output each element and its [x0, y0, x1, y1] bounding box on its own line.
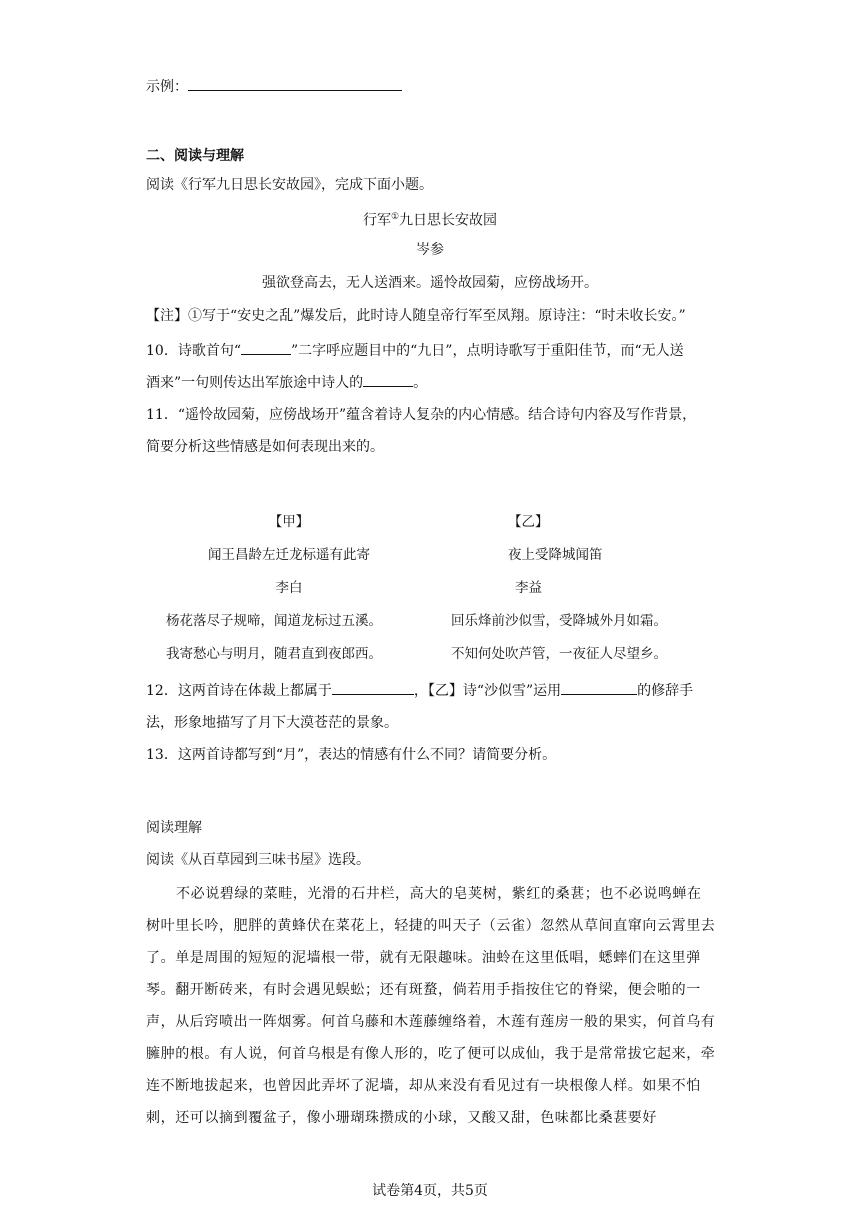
- question-12-cont: 法，形象地描写了月下大漠苍茫的景象。: [146, 715, 398, 731]
- page-footer: 试卷第4页，共5页: [372, 1183, 488, 1199]
- poem-author: 岑参: [416, 242, 444, 258]
- question-12: 12．这两首诗在体裁上都属于 ，【乙】诗“沙似雪”运用 的修辞手: [146, 680, 693, 701]
- passage-text: 不必说碧绿的菜畦，光滑的石井栏，高大的皂荚树，紫红的桑葚；也不必说鸣蝉在树叶里长吟，肥胖的黄蜂伏在菜花上，轻捷的叫天子（云雀）忽然从草间直窜向云霄里去了。单是周围的短短的泥墙根一带，就有无限趣味。油蛉在这里低唱，蟋蟀们在这里弹琴。翻开断砖来，有时会遇见蜈蚣；还有斑蝥，倘若用手指按住它的脊梁，便会啪的一声，从后窍喷出一阵烟雾。何首乌藤和木莲藤缠络着，木莲有莲房一般的果实，何首乌有臃肿的根。有人说，何首乌根是有像人形的，吃了便可以成仙，我于是常常拔它起来，牵连不断地拔起来，也曾因此弄坏了泥墙，却从来没有看见过有一块根像人样。如果不怕刺，还可以摘到覆盆子，像小珊瑚珠攒成的小球，又酸又甜，色味都比桑葚要好: [146, 886, 716, 1126]
- poem-jia-author: 李白: [275, 580, 303, 596]
- question-10: 10．诗歌首句“ ”二字呼应题目中的“九日”，点明诗歌写于重阳佳节，而“无人送: [146, 340, 684, 361]
- poem-lines: 强欲登高去，无人送酒来。遥怜故园菊，应傍战场开。: [262, 275, 598, 291]
- poem-jia-line2: 我寄愁心与明月，随君直到夜郎西。: [166, 646, 382, 662]
- poem-yi-author: 李益: [515, 580, 542, 596]
- poem-yi-line1: 回乐烽前沙似雪，受降城外月如霜。: [451, 613, 667, 629]
- poem-yi: [448, 512, 694, 677]
- section-title: 二、阅读与理解: [146, 148, 244, 164]
- question-13: 13．这两首诗都写到“月”，表达的情感有什么不同？请简要分析。: [146, 747, 557, 763]
- poem-jia-title: 闻王昌龄左迁龙标遥有此寄: [208, 547, 370, 563]
- question-10-cont: 酒来”一句则传达出军旅途中诗人的 。: [146, 372, 427, 393]
- poem-jia-line1: 杨花落尽子规啼，闻道龙标过五溪。: [166, 613, 382, 629]
- answer-blank: [561, 680, 637, 695]
- section-intro: 阅读《行军九日思长安故园》，完成下面小题。: [146, 177, 433, 193]
- answer-blank: [332, 680, 414, 695]
- poem-yi-title: 夜上受降城闻笛: [508, 547, 603, 563]
- poem-jia: [166, 512, 412, 677]
- poem-note: 【注】①写于“安史之乱”爆发后，此时诗人随皇帝行军至凤翔。原诗注：“时未收长安。”: [146, 308, 686, 324]
- example-blank: [188, 76, 402, 91]
- note-marker: ①: [390, 212, 400, 222]
- answer-blank: [363, 372, 413, 387]
- question-11-cont: 简要分析这些情感是如何表现出来的。: [146, 439, 384, 455]
- question-11: 11．“遥怜故园菊，应傍战场开”蕴含着诗人复杂的内心情感。结合诗句内容及写作背景，: [146, 407, 697, 423]
- answer-blank: [241, 340, 291, 355]
- section3-title: 阅读理解: [146, 820, 202, 836]
- poem-yi-marker: 【乙】: [508, 514, 549, 530]
- poem-title: 行军①九日思长安故园: [362, 212, 498, 229]
- poem-yi-line2: 不知何处吹芦管，一夜征人尽望乡。: [451, 646, 667, 662]
- poem-jia-marker: 【甲】: [268, 514, 310, 530]
- section3-intro: 阅读《从百草园到三味书屋》选段。: [146, 852, 370, 868]
- example-label: 示例：: [146, 79, 188, 95]
- example-line: [146, 76, 402, 97]
